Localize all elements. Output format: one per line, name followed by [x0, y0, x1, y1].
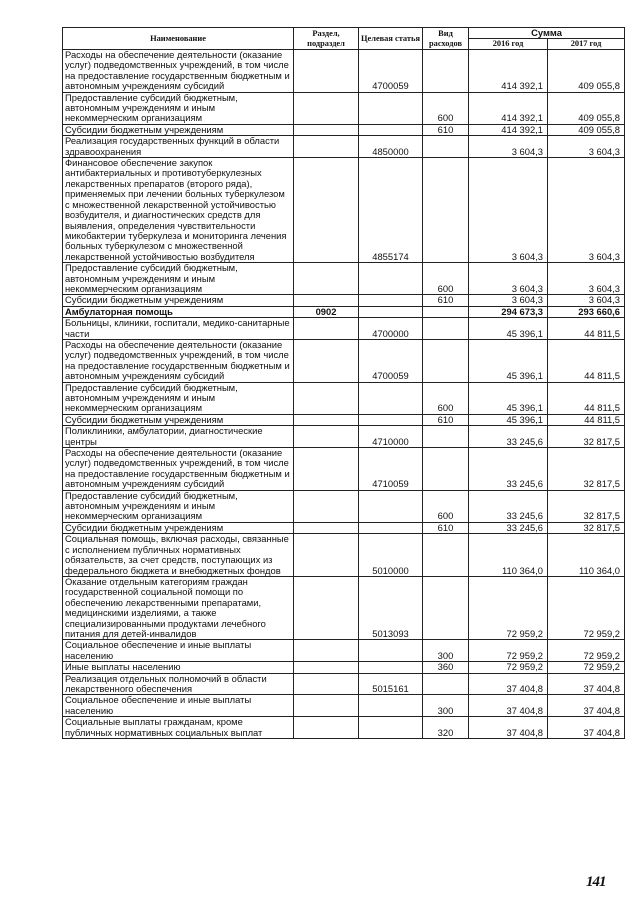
- cell-target: 4855174: [359, 158, 423, 263]
- cell-2016: 33 245,6: [469, 426, 548, 448]
- table-row: [63, 339, 625, 382]
- cell-2016: 3 604,3: [469, 263, 548, 295]
- budget-table: [62, 27, 625, 739]
- table-row: [63, 124, 625, 135]
- cell-2016: 37 404,8: [469, 717, 548, 739]
- cell-target: 4710059: [359, 448, 423, 491]
- cell-target: 4700059: [359, 50, 423, 93]
- cell-2016: 33 245,6: [469, 448, 548, 491]
- table-row: [63, 414, 625, 425]
- cell-2016: 37 404,8: [469, 695, 548, 717]
- page-number: 141: [586, 874, 606, 890]
- cell-2016: 294 673,3: [469, 306, 548, 317]
- table-row: [63, 576, 625, 639]
- cell-name: Предоставление субсидий бюджетным, автономным учреждениям и иным некоммерческим организациям: [63, 382, 294, 414]
- cell-2016: 414 392,1: [469, 50, 548, 93]
- cell-name: Социальное обеспечение и иные выплаты населению: [63, 640, 294, 662]
- cell-type: 610: [423, 124, 469, 135]
- cell-name: Социальная помощь, включая расходы, связанные с исполнением публичных нормативных обязательств, за счет средств, поступающих из федерального бюджета и внебюджетных фондов: [63, 534, 294, 577]
- cell-2017: 44 811,5: [548, 414, 625, 425]
- cell-name: Предоставление субсидий бюджетным, автономным учреждениям и иным некоммерческим организациям: [63, 263, 294, 295]
- table-row: [63, 318, 625, 340]
- cell-2017: 44 811,5: [548, 318, 625, 340]
- cell-name: Предоставление субсидий бюджетным, автономным учреждениям и иным некоммерческим организациям: [63, 92, 294, 124]
- cell-section: [294, 717, 359, 739]
- table-row: [63, 522, 625, 533]
- cell-name: Социальное обеспечение и иные выплаты населению: [63, 695, 294, 717]
- table-row: [63, 50, 625, 93]
- cell-target: [359, 522, 423, 533]
- cell-target: [359, 640, 423, 662]
- cell-section: [294, 490, 359, 522]
- cell-name: Реализация отдельных полномочий в области лекарственного обеспечения: [63, 673, 294, 695]
- table-row: [63, 426, 625, 448]
- cell-2017: 409 055,8: [548, 124, 625, 135]
- cell-section: [294, 92, 359, 124]
- cell-2017: 72 959,2: [548, 576, 625, 639]
- cell-target: [359, 124, 423, 135]
- cell-section: [294, 426, 359, 448]
- cell-name: Реализация государственных функций в области здравоохранения: [63, 136, 294, 158]
- cell-section: [294, 263, 359, 295]
- cell-section: [294, 318, 359, 340]
- cell-2017: 3 604,3: [548, 136, 625, 158]
- cell-2017: 72 959,2: [548, 662, 625, 673]
- col-header-type: Вид расходов: [423, 28, 469, 50]
- table-row: [63, 136, 625, 158]
- cell-type: 600: [423, 490, 469, 522]
- cell-section: [294, 576, 359, 639]
- cell-2016: 72 959,2: [469, 576, 548, 639]
- cell-name: Расходы на обеспечение деятельности (оказание услуг) подведомственных учреждений, в том числе на предоставление государственным бюджетным и автономным учреждениям субсидий: [63, 448, 294, 491]
- cell-section: [294, 136, 359, 158]
- cell-2016: 414 392,1: [469, 92, 548, 124]
- cell-section: [294, 522, 359, 533]
- cell-2016: 72 959,2: [469, 662, 548, 673]
- cell-section: [294, 414, 359, 425]
- cell-target: [359, 295, 423, 306]
- cell-section: [294, 158, 359, 263]
- cell-section: [294, 50, 359, 93]
- cell-2016: 110 364,0: [469, 534, 548, 577]
- cell-target: [359, 717, 423, 739]
- cell-target: 4850000: [359, 136, 423, 158]
- cell-type: [423, 136, 469, 158]
- cell-type: 610: [423, 522, 469, 533]
- table-row: [63, 158, 625, 263]
- cell-type: [423, 426, 469, 448]
- cell-2017: 110 364,0: [548, 534, 625, 577]
- table-row: [63, 534, 625, 577]
- cell-section: [294, 534, 359, 577]
- cell-section: 0902: [294, 306, 359, 317]
- cell-type: [423, 576, 469, 639]
- cell-type: [423, 306, 469, 317]
- cell-section: [294, 640, 359, 662]
- cell-2017: 44 811,5: [548, 339, 625, 382]
- cell-name: Оказание отдельным категориям граждан государственной социальной помощи по обеспечению лекарственными препаратами, медицинскими изделиями, а также специализированными продуктами лечебного питания для детей-инвалидов: [63, 576, 294, 639]
- table-row: [63, 490, 625, 522]
- cell-type: [423, 339, 469, 382]
- col-header-section: Раздел, подраздел: [294, 28, 359, 50]
- cell-2017: 32 817,5: [548, 426, 625, 448]
- table-row: [63, 695, 625, 717]
- cell-2017: 32 817,5: [548, 448, 625, 491]
- cell-name: Расходы на обеспечение деятельности (оказание услуг) подведомственных учреждений, в том числе на предоставление государственным бюджетным и автономным учреждениям субсидий: [63, 339, 294, 382]
- cell-name: Субсидии бюджетным учреждениям: [63, 414, 294, 425]
- cell-2016: 45 396,1: [469, 318, 548, 340]
- cell-section: [294, 382, 359, 414]
- table-body: [63, 50, 625, 739]
- cell-target: [359, 414, 423, 425]
- cell-section: [294, 662, 359, 673]
- cell-2016: 45 396,1: [469, 382, 548, 414]
- cell-name: Больницы, клиники, госпитали, медико-санитарные части: [63, 318, 294, 340]
- cell-2017: 44 811,5: [548, 382, 625, 414]
- cell-2016: 72 959,2: [469, 640, 548, 662]
- cell-name: Расходы на обеспечение деятельности (оказание услуг) подведомственных учреждений, в том числе на предоставление государственным бюджетным и автономным учреждениям субсидий: [63, 50, 294, 93]
- cell-type: [423, 50, 469, 93]
- cell-type: [423, 448, 469, 491]
- cell-section: [294, 448, 359, 491]
- cell-section: [294, 339, 359, 382]
- cell-2016: 414 392,1: [469, 124, 548, 135]
- cell-target: 5010000: [359, 534, 423, 577]
- cell-2017: 37 404,8: [548, 717, 625, 739]
- table-row: [63, 662, 625, 673]
- cell-section: [294, 673, 359, 695]
- col-header-name: Наименование: [63, 28, 294, 50]
- cell-2017: 37 404,8: [548, 673, 625, 695]
- cell-target: [359, 662, 423, 673]
- cell-2017: 3 604,3: [548, 263, 625, 295]
- col-header-target: Целевая статья: [359, 28, 423, 50]
- cell-2016: 3 604,3: [469, 136, 548, 158]
- table-row: [63, 673, 625, 695]
- cell-type: 320: [423, 717, 469, 739]
- cell-target: [359, 263, 423, 295]
- cell-target: 5015161: [359, 673, 423, 695]
- cell-name: Субсидии бюджетным учреждениям: [63, 295, 294, 306]
- table-row: [63, 306, 625, 317]
- cell-target: 4700000: [359, 318, 423, 340]
- table-row: [63, 448, 625, 491]
- cell-2017: 409 055,8: [548, 50, 625, 93]
- cell-2016: 33 245,6: [469, 490, 548, 522]
- cell-name: Субсидии бюджетным учреждениям: [63, 522, 294, 533]
- cell-name: Предоставление субсидий бюджетным, автономным учреждениям и иным некоммерческим организациям: [63, 490, 294, 522]
- cell-target: 5013093: [359, 576, 423, 639]
- cell-type: 300: [423, 640, 469, 662]
- col-header-2017: 2017 год: [548, 39, 625, 50]
- cell-2017: 3 604,3: [548, 158, 625, 263]
- cell-2016: 33 245,6: [469, 522, 548, 533]
- cell-section: [294, 695, 359, 717]
- cell-type: [423, 318, 469, 340]
- cell-2017: 37 404,8: [548, 695, 625, 717]
- cell-target: 4710000: [359, 426, 423, 448]
- table-row: [63, 640, 625, 662]
- cell-2017: 293 660,6: [548, 306, 625, 317]
- cell-name: Иные выплаты населению: [63, 662, 294, 673]
- cell-section: [294, 295, 359, 306]
- cell-2017: 3 604,3: [548, 295, 625, 306]
- col-header-2016: 2016 год: [469, 39, 548, 50]
- table-row: [63, 263, 625, 295]
- cell-2017: 72 959,2: [548, 640, 625, 662]
- table-row: [63, 717, 625, 739]
- cell-target: [359, 490, 423, 522]
- cell-section: [294, 124, 359, 135]
- cell-type: 600: [423, 263, 469, 295]
- cell-2016: 45 396,1: [469, 414, 548, 425]
- cell-2017: 32 817,5: [548, 522, 625, 533]
- cell-2016: 37 404,8: [469, 673, 548, 695]
- cell-target: [359, 695, 423, 717]
- cell-type: [423, 534, 469, 577]
- cell-type: 610: [423, 414, 469, 425]
- cell-type: 360: [423, 662, 469, 673]
- cell-name: Поликлиники, амбулатории, диагностические центры: [63, 426, 294, 448]
- cell-name: Амбулаторная помощь: [63, 306, 294, 317]
- table-row: [63, 92, 625, 124]
- cell-target: 4700059: [359, 339, 423, 382]
- cell-name: Социальные выплаты гражданам, кроме публичных нормативных социальных выплат: [63, 717, 294, 739]
- cell-type: [423, 158, 469, 263]
- cell-name: Финансовое обеспечение закупок антибактериальных и противотуберкулезных лекарственных препаратов (второго ряда), применяемых при лечении больных туберкулезом с множественной лекарственной устойчивостью возбудителя, и диагностических средств для выявления, определения чувствительности микобактерии туберкулеза и мониторинга лечения больных туберкулезом с множественной лекарственной устойчивостью возбудителя: [63, 158, 294, 263]
- col-header-sum: Сумма: [469, 28, 625, 39]
- cell-2016: 3 604,3: [469, 295, 548, 306]
- cell-2017: 409 055,8: [548, 92, 625, 124]
- cell-type: 600: [423, 92, 469, 124]
- table-row: [63, 382, 625, 414]
- cell-type: 610: [423, 295, 469, 306]
- budget-table-page: [62, 27, 624, 739]
- cell-target: [359, 92, 423, 124]
- cell-2017: 32 817,5: [548, 490, 625, 522]
- cell-type: [423, 673, 469, 695]
- cell-type: 600: [423, 382, 469, 414]
- cell-target: [359, 306, 423, 317]
- cell-name: Субсидии бюджетным учреждениям: [63, 124, 294, 135]
- cell-2016: 45 396,1: [469, 339, 548, 382]
- cell-type: 300: [423, 695, 469, 717]
- cell-2016: 3 604,3: [469, 158, 548, 263]
- cell-target: [359, 382, 423, 414]
- table-row: [63, 295, 625, 306]
